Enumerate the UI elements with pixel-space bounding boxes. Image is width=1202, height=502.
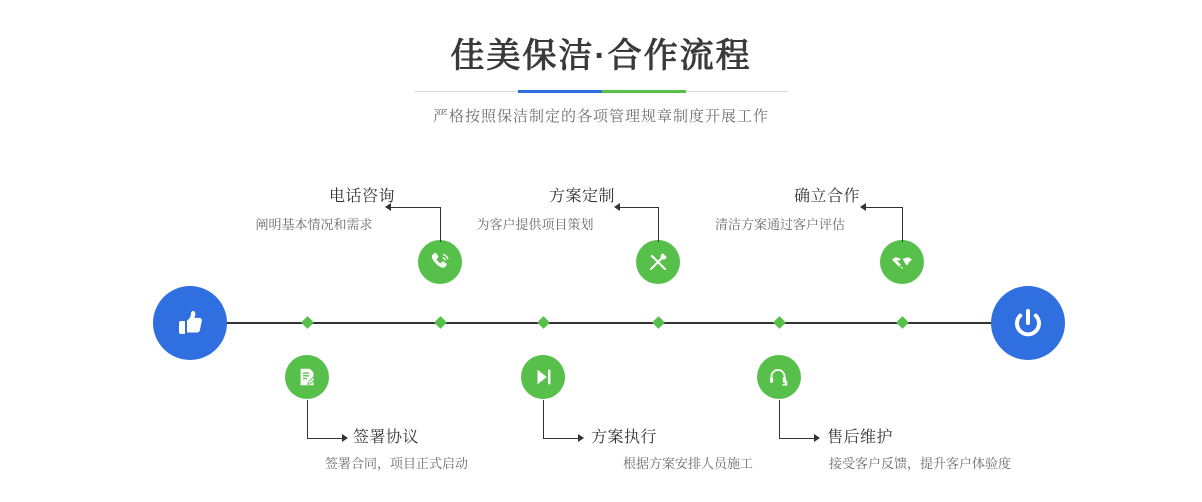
divider-accent-blue	[518, 90, 602, 93]
step-label-3	[470, 186, 615, 208]
phone-icon	[428, 250, 452, 274]
step-node-6	[757, 355, 801, 399]
diagram-header	[0, 34, 1202, 126]
step-description: 为客户提供项目策划	[476, 217, 594, 232]
step-desc-2	[325, 451, 468, 475]
title-divider	[414, 90, 788, 93]
connector-3-vertical	[658, 207, 659, 242]
step-label-1	[255, 186, 395, 208]
thumbs-up-icon	[172, 305, 208, 341]
power-icon	[1009, 304, 1047, 342]
step-description: 签署合同，项目正式启动	[325, 456, 469, 471]
connector-4-vertical	[543, 400, 544, 438]
handshake-icon	[890, 250, 914, 274]
connector-6-arrow	[814, 434, 820, 442]
connector-2-horizontal	[307, 438, 343, 439]
connector-4-arrow	[578, 434, 584, 442]
connector-2-arrow	[342, 434, 348, 442]
axis-dot-3	[652, 316, 665, 329]
connector-2-vertical	[307, 400, 308, 438]
step-desc-1	[233, 212, 395, 236]
connector-1-horizontal	[391, 207, 441, 208]
page-subtitle: 严格按照保洁制定的各项管理规章制度开展工作	[432, 108, 769, 125]
step-node-2	[285, 355, 329, 399]
step-description: 阐明基本情况和需求	[255, 217, 373, 232]
step-label-5	[715, 186, 860, 208]
play-next-icon	[532, 366, 554, 388]
axis-dot-4	[537, 316, 550, 329]
timeline-axis	[160, 322, 1042, 324]
axis-dot-6	[773, 316, 786, 329]
step-description: 接受客户反馈，提升客户体验度	[829, 456, 1012, 471]
step-node-1	[418, 240, 462, 284]
tools-icon	[646, 250, 670, 274]
step-title: 确立合作	[793, 188, 860, 205]
axis-dot-2	[301, 316, 314, 329]
connector-1-vertical	[440, 207, 441, 242]
step-title: 售后维护	[827, 429, 894, 446]
step-title: 方案执行	[591, 429, 658, 446]
connector-3-horizontal	[620, 207, 659, 208]
step-description: 根据方案安排人员施工	[623, 456, 754, 471]
step-label-6	[827, 427, 893, 449]
page-title: 佳美保洁·合作流程	[450, 37, 752, 75]
step-title: 电话咨询	[328, 188, 395, 205]
connector-5-vertical	[902, 207, 903, 242]
axis-dot-5	[896, 316, 909, 329]
contract-icon	[296, 366, 318, 388]
step-node-4	[521, 355, 565, 399]
axis-dot-1	[434, 316, 447, 329]
step-desc-5	[700, 212, 860, 236]
end-endpoint	[991, 286, 1065, 360]
step-label-2	[353, 427, 419, 449]
step-desc-4	[623, 451, 753, 475]
step-title: 方案定制	[548, 188, 615, 205]
step-description: 清洁方案通过客户评估	[714, 217, 845, 232]
start-endpoint	[153, 286, 227, 360]
divider-accent-green	[602, 90, 686, 93]
step-node-5	[880, 240, 924, 284]
step-desc-6	[829, 451, 1011, 475]
step-label-4	[591, 427, 657, 449]
connector-4-horizontal	[543, 438, 579, 439]
step-desc-3	[455, 212, 615, 236]
connector-6-horizontal	[779, 438, 815, 439]
step-title: 签署协议	[353, 429, 420, 446]
connector-6-vertical	[779, 400, 780, 438]
headset-add-icon	[767, 365, 791, 389]
connector-5-arrow	[860, 203, 866, 211]
connector-5-horizontal	[866, 207, 903, 208]
step-node-3	[636, 240, 680, 284]
